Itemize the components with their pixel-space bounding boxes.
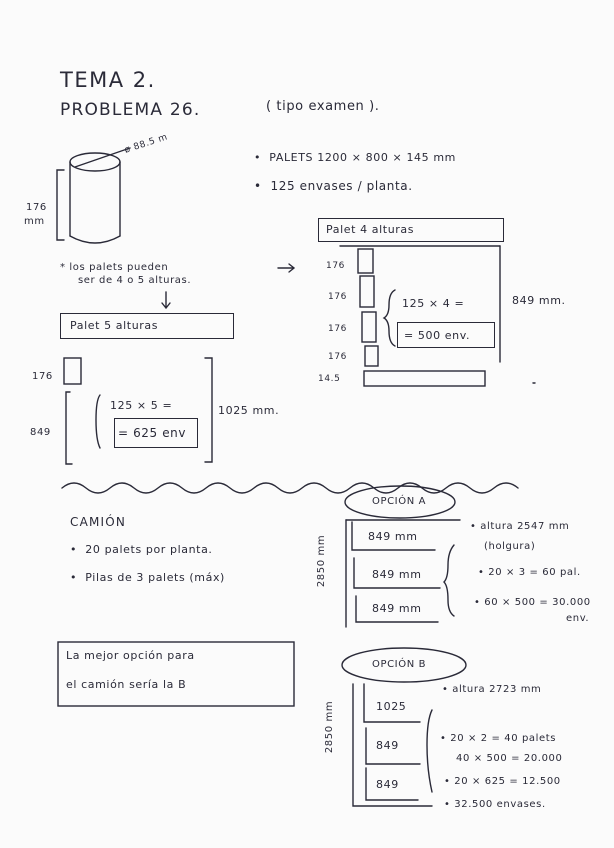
opcion-b-note-5: • 32.500 envases. (444, 799, 546, 810)
palet4-calc-1: 125 × 4 = (402, 297, 465, 310)
palet5-height-176: 176 (32, 371, 53, 382)
opcion-b-note-4-text: 20 × 625 = 12.500 (454, 776, 561, 787)
palet4-height-pallet: 14.5 (318, 374, 341, 384)
opcion-b-stack-1: 1025 (376, 700, 407, 713)
palet5-height-849: 849 (30, 427, 51, 438)
camion-line-2: • Pilas de 3 palets (máx) (70, 571, 225, 584)
opcion-a-stack-3: 849 mm (372, 602, 422, 615)
opcion-b-label: OPCIÓN B (372, 659, 427, 670)
opcion-a-note-5: env. (566, 613, 590, 624)
cylinder-diameter: ø 88.5 m (123, 132, 170, 156)
opcion-a-note-1-text: altura 2547 mm (480, 521, 570, 532)
cylinder-drawing (57, 148, 130, 243)
envases-spec: • 125 envases / planta. (254, 179, 413, 193)
opcion-a-note-3: • 20 × 3 = 60 pal. (478, 567, 581, 578)
palet4-height-1: 176 (326, 261, 345, 271)
palet4-height-2: 176 (328, 292, 347, 302)
opcion-b-note-2-text: 20 × 2 = 40 palets (450, 733, 557, 744)
problema-title: PROBLEMA 26. (60, 100, 201, 120)
opcion-b-note-3: 40 × 500 = 20.000 (456, 753, 563, 764)
envases-spec-text: 125 envases / planta. (270, 179, 413, 193)
palet5-calc-2: = 625 env (118, 426, 187, 440)
palet5-calc-1: 125 × 5 = (110, 399, 173, 412)
opcion-b-note-1: • altura 2723 mm (442, 684, 542, 695)
opcion-b-stack-2: 849 (376, 739, 399, 752)
cylinder-height-unit: mm (24, 216, 45, 227)
arrow-right-icon (278, 264, 294, 272)
palet4-height-3: 176 (328, 324, 347, 334)
opcion-b-note-4: • 20 × 625 = 12.500 (444, 776, 561, 787)
palet5-label: Palet 5 alturas (70, 319, 159, 332)
opcion-a-note-4-text: 60 × 500 = 30.000 (484, 597, 591, 608)
camion-line-1: • 20 palets por planta. (70, 543, 213, 556)
wavy-separator (62, 483, 518, 493)
opcion-a-stack-2: 849 mm (372, 568, 422, 581)
palets-spec: • PALETS 1200 × 800 × 145 mm (254, 151, 456, 164)
palet4-label: Palet 4 alturas (326, 223, 415, 236)
opcion-b-note-1-text: altura 2723 mm (452, 684, 542, 695)
opcion-b-stack-3: 849 (376, 778, 399, 791)
opcion-b-height: 2850 mm (324, 700, 336, 754)
opcion-a-note-1: • altura 2547 mm (470, 521, 570, 532)
camion-title: CAMIÓN (70, 515, 127, 529)
palets-spec-text: PALETS 1200 × 800 × 145 mm (269, 151, 456, 164)
opcion-b-note-5-text: 32.500 envases. (454, 799, 546, 810)
palet4-total: 849 mm. (512, 294, 566, 307)
opcion-b-note-2: • 20 × 2 = 40 palets (440, 733, 557, 744)
palet4-height-4: 176 (328, 352, 347, 362)
conclusion-line-2: el camión sería la B (66, 678, 187, 691)
opcion-a-note-4: • 60 × 500 = 30.000 (474, 597, 591, 608)
note-line-1: * los palets pueden (60, 262, 169, 273)
opcion-a-height: 2850 mm (316, 534, 328, 588)
opcion-a-note-3-text: 20 × 3 = 60 pal. (488, 567, 581, 578)
camion-line-2-text: Pilas de 3 palets (máx) (85, 571, 225, 584)
opcion-a-note-2: (holgura) (484, 541, 536, 552)
camion-line-1-text: 20 palets por planta. (85, 543, 213, 556)
note-line-2: ser de 4 o 5 alturas. (78, 275, 192, 286)
note-line-1-text: los palets pueden (69, 262, 169, 273)
tipo-examen-label: ( tipo examen ). (266, 99, 380, 114)
opcion-a-label: OPCIÓN A (372, 496, 427, 507)
palet5-total: 1025 mm. (218, 404, 280, 417)
conclusion-line-1: La mejor opción para (66, 649, 195, 662)
tema-title: TEMA 2. (60, 68, 156, 92)
cylinder-height-value: 176 (26, 202, 47, 213)
arrow-down-icon (162, 292, 170, 308)
palet4-diagram (340, 246, 535, 386)
opcion-a-stack-1: 849 mm (368, 530, 418, 543)
palet4-calc-2: = 500 env. (404, 329, 471, 342)
